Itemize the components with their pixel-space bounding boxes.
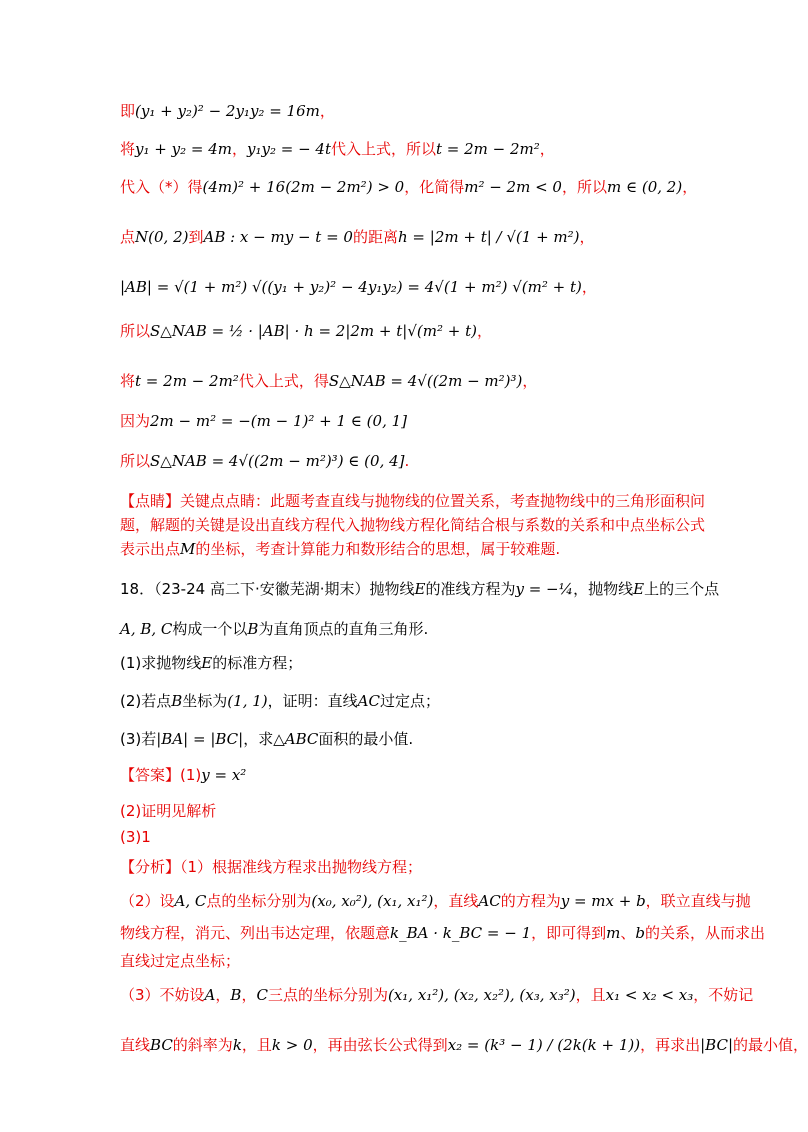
text-l16-6: 过定点； bbox=[379, 692, 440, 710]
text-line-l9 bbox=[120, 450, 700, 472]
text-l16-2: 坐标为 bbox=[182, 692, 228, 710]
text-l22-8: ，联立直线与抛 bbox=[645, 892, 751, 910]
text-l26-0: 直线 bbox=[120, 1036, 151, 1054]
formula-l6-1: S△NAB = ½ · |AB| · h = 2|2m + t|√(m² + t) bbox=[150, 322, 477, 340]
text-line-l14 bbox=[120, 618, 700, 640]
formula-l8-1: 2m − m² = −(m − 1)² + 1 ∈ (0, 1] bbox=[150, 412, 408, 430]
formula-l23-1: k_BA · k_BC = − 1 bbox=[390, 924, 532, 942]
text-l3-0: 代入（*）得 bbox=[120, 178, 203, 196]
formula-l4-1: N(0, 2) bbox=[135, 228, 189, 246]
text-l16-4: ，证明：直线 bbox=[267, 692, 358, 710]
formula-l26-1: BC bbox=[150, 1036, 173, 1054]
text-l13-0: 18．（23-24 高二下·安徽芜湖·期末）抛物线 bbox=[120, 580, 415, 598]
text-l15-2: 的标准方程； bbox=[212, 654, 303, 672]
text-l26-2: 的斜率为 bbox=[172, 1036, 233, 1054]
text-l23-4: 、 bbox=[620, 924, 636, 942]
text-l14-1: 构成一个以 bbox=[172, 620, 248, 638]
text-l19-0: (2)证明见解析 bbox=[120, 802, 217, 820]
text-l23-2: ，即可得到 bbox=[531, 924, 607, 942]
formula-l15-1: E bbox=[201, 654, 213, 672]
text-l2-4: 代入上式，所以 bbox=[330, 140, 436, 158]
text-line-l26 bbox=[120, 1034, 808, 1056]
text-line-l16 bbox=[120, 690, 700, 712]
formula-l16-1: B bbox=[171, 692, 183, 710]
text-line-l3 bbox=[120, 176, 700, 198]
text-l13-6: 上的三个点 bbox=[644, 580, 720, 598]
formula-l25-1: A bbox=[204, 986, 216, 1004]
text-l9-0: 所以 bbox=[120, 452, 151, 470]
formula-l22-1: A, C bbox=[174, 892, 207, 910]
formula-l7-1: t = 2m − 2m² bbox=[135, 372, 239, 390]
formula-l26-3: k bbox=[232, 1036, 242, 1054]
text-l4-4: 的距离 bbox=[352, 228, 398, 246]
text-l3-2: ，化简得 bbox=[404, 178, 465, 196]
text-l15-0: (1)求抛物线 bbox=[120, 654, 202, 672]
text-l17-4: 面积的最小值. bbox=[318, 730, 414, 748]
text-l14-3: 为直角顶点的直角三角形. bbox=[258, 620, 429, 638]
formula-l25-9: x₁ < x₂ < x₃ bbox=[605, 986, 694, 1004]
text-line-l12 bbox=[120, 538, 700, 560]
text-l25-2: ， bbox=[215, 986, 231, 1004]
formula-l18-1: y = x² bbox=[201, 766, 247, 784]
text-line-l15 bbox=[120, 652, 700, 674]
formula-l25-7: (x₁, x₁²), (x₂, x₂²), (x₃, x₃²) bbox=[387, 986, 576, 1004]
text-l18-0: 【答案】(1) bbox=[120, 766, 202, 784]
text-l17-0: (3)若 bbox=[120, 730, 157, 748]
text-l12-0: 表示出点 bbox=[120, 540, 181, 558]
text-l4-2: 到 bbox=[188, 228, 204, 246]
formula-l14-0: A, B, C bbox=[120, 620, 173, 638]
text-l21-1: （1）根据准线方程求出抛物线方程； bbox=[180, 858, 423, 876]
text-l3-6: ， bbox=[682, 178, 698, 196]
text-l6-0: 所以 bbox=[120, 322, 151, 340]
text-l25-6: 三点的坐标分别为 bbox=[267, 986, 388, 1004]
text-l2-6: ， bbox=[539, 140, 555, 158]
text-l4-0: 点 bbox=[120, 228, 136, 246]
formula-l13-5: E bbox=[633, 580, 645, 598]
formula-l22-3: (x₀, x₀²), (x₁, x₁²) bbox=[311, 892, 434, 910]
formula-l26-5: k > 0 bbox=[271, 1036, 313, 1054]
formula-l2-5: t = 2m − 2m² bbox=[436, 140, 540, 158]
text-line-l21 bbox=[120, 856, 700, 878]
text-l1-2: ， bbox=[319, 102, 335, 120]
text-l10-1: 关键点点睛：此题考查直线与抛物线的位置关系，考查抛物线中的三角形面积问 bbox=[180, 492, 706, 510]
text-line-l13 bbox=[120, 578, 720, 600]
formula-l4-3: AB : x − my − t = 0 bbox=[203, 228, 353, 246]
formula-l9-1: S△NAB = 4√((2m − m²)³) ∈ (0, 4] bbox=[150, 452, 405, 470]
formula-l17-3: △ABC bbox=[273, 730, 319, 748]
text-line-l24 bbox=[120, 950, 700, 972]
text-l25-8: ，且 bbox=[575, 986, 606, 1004]
text-l26-10: 的最小值， bbox=[733, 1036, 808, 1054]
text-l21-0: 【分析】 bbox=[120, 858, 181, 876]
text-l5-1: ， bbox=[581, 278, 597, 296]
text-l7-2: 代入上式，得 bbox=[238, 372, 329, 390]
text-l6-2: ， bbox=[476, 322, 492, 340]
formula-l25-5: C bbox=[256, 986, 268, 1004]
text-l2-0: 将 bbox=[120, 140, 136, 158]
formula-l12-1: M bbox=[180, 540, 196, 558]
text-line-l2 bbox=[120, 138, 700, 160]
text-l20-0: (3)1 bbox=[120, 828, 151, 846]
text-l24-0: 直线过定点坐标； bbox=[120, 952, 241, 970]
formula-l26-9: |BC| bbox=[700, 1036, 733, 1054]
formula-l2-3: y₁y₂ = − 4t bbox=[246, 140, 331, 158]
text-l8-0: 因为 bbox=[120, 412, 151, 430]
formula-l2-1: y₁ + y₂ = 4m bbox=[135, 140, 232, 158]
text-l1-0: 即 bbox=[120, 102, 136, 120]
text-l26-4: ，且 bbox=[241, 1036, 272, 1054]
formula-l23-5: b bbox=[635, 924, 645, 942]
text-l25-4: ， bbox=[241, 986, 257, 1004]
text-line-l25 bbox=[120, 984, 754, 1006]
text-l16-0: (2)若点 bbox=[120, 692, 172, 710]
formula-l13-3: y = −¼ bbox=[515, 580, 574, 598]
formula-l16-3: (1, 1) bbox=[227, 692, 268, 710]
text-l4-6: ， bbox=[579, 228, 595, 246]
formula-l16-5: AC bbox=[357, 692, 380, 710]
text-l26-6: ，再由弦长公式得到 bbox=[312, 1036, 448, 1054]
text-l10-0: 【点睛】 bbox=[120, 492, 181, 510]
text-line-l19 bbox=[120, 800, 700, 822]
text-l25-10: ，不妨记 bbox=[693, 986, 754, 1004]
formula-l1-1: (y₁ + y₂)² − 2y₁y₂ = 16m bbox=[135, 102, 320, 120]
formula-l7-3: S△NAB = 4√((2m − m²)³) bbox=[328, 372, 523, 390]
text-l25-0: （3）不妨设 bbox=[120, 986, 205, 1004]
text-l12-2: 的坐标，考查计算能力和数形结合的思想，属于较难题. bbox=[195, 540, 561, 558]
text-l22-4: ，直线 bbox=[433, 892, 479, 910]
formula-l23-3: m bbox=[606, 924, 621, 942]
text-l11-0: 题，解题的关键是设出直线方程代入抛物线方程化简结合根与系数的关系和中点坐标公式 bbox=[120, 516, 706, 534]
text-line-l7 bbox=[120, 370, 700, 392]
text-l26-8: ，再求出 bbox=[640, 1036, 701, 1054]
text-line-l17 bbox=[120, 728, 700, 750]
formula-l3-5: m ∈ (0, 2) bbox=[607, 178, 683, 196]
formula-l13-1: E bbox=[414, 580, 426, 598]
text-line-l22 bbox=[120, 890, 751, 912]
text-line-l5 bbox=[120, 276, 700, 298]
text-l3-4: ，所以 bbox=[561, 178, 607, 196]
formula-l22-5: AC bbox=[478, 892, 501, 910]
text-l22-2: 点的坐标分别为 bbox=[206, 892, 312, 910]
formula-l3-1: (4m)² + 16(2m − 2m²) > 0 bbox=[202, 178, 405, 196]
formula-l14-2: B bbox=[247, 620, 259, 638]
formula-l3-3: m² − 2m < 0 bbox=[464, 178, 562, 196]
text-line-l10 bbox=[120, 490, 706, 512]
text-line-l1 bbox=[120, 100, 700, 122]
formula-l22-7: y = mx + b bbox=[560, 892, 646, 910]
text-l22-6: 的方程为 bbox=[500, 892, 561, 910]
text-l2-2: ， bbox=[231, 140, 247, 158]
text-line-l20 bbox=[120, 826, 700, 848]
text-line-l18 bbox=[120, 764, 700, 786]
text-line-l11 bbox=[120, 514, 706, 536]
formula-l4-5: h = |2m + t| / √(1 + m²) bbox=[398, 228, 580, 246]
text-l9-2: . bbox=[404, 452, 410, 470]
text-line-l23 bbox=[120, 922, 766, 944]
text-l23-0: 物线方程，消元、列出韦达定理，依题意 bbox=[120, 924, 391, 942]
formula-l26-7: x₂ = (k³ − 1) / (2k(k + 1)) bbox=[447, 1036, 641, 1054]
text-l7-4: ， bbox=[522, 372, 538, 390]
formula-l5-0: |AB| = √(1 + m²) √((y₁ + y₂)² − 4y₁y₂) = 4√(1 + m²) √(m² + t) bbox=[120, 278, 582, 296]
formula-l17-1: |BA| = |BC| bbox=[156, 730, 244, 748]
text-l13-2: 的准线方程为 bbox=[425, 580, 516, 598]
text-line-l8 bbox=[120, 410, 700, 432]
text-l7-0: 将 bbox=[120, 372, 136, 390]
formula-l25-3: B bbox=[230, 986, 242, 1004]
text-l13-4: ，抛物线 bbox=[573, 580, 634, 598]
text-l17-2: ，求 bbox=[243, 730, 274, 748]
text-line-l4 bbox=[120, 226, 700, 248]
text-l22-0: （2）设 bbox=[120, 892, 175, 910]
text-line-l6 bbox=[120, 320, 700, 342]
text-l23-6: 的关系，从而求出 bbox=[645, 924, 766, 942]
